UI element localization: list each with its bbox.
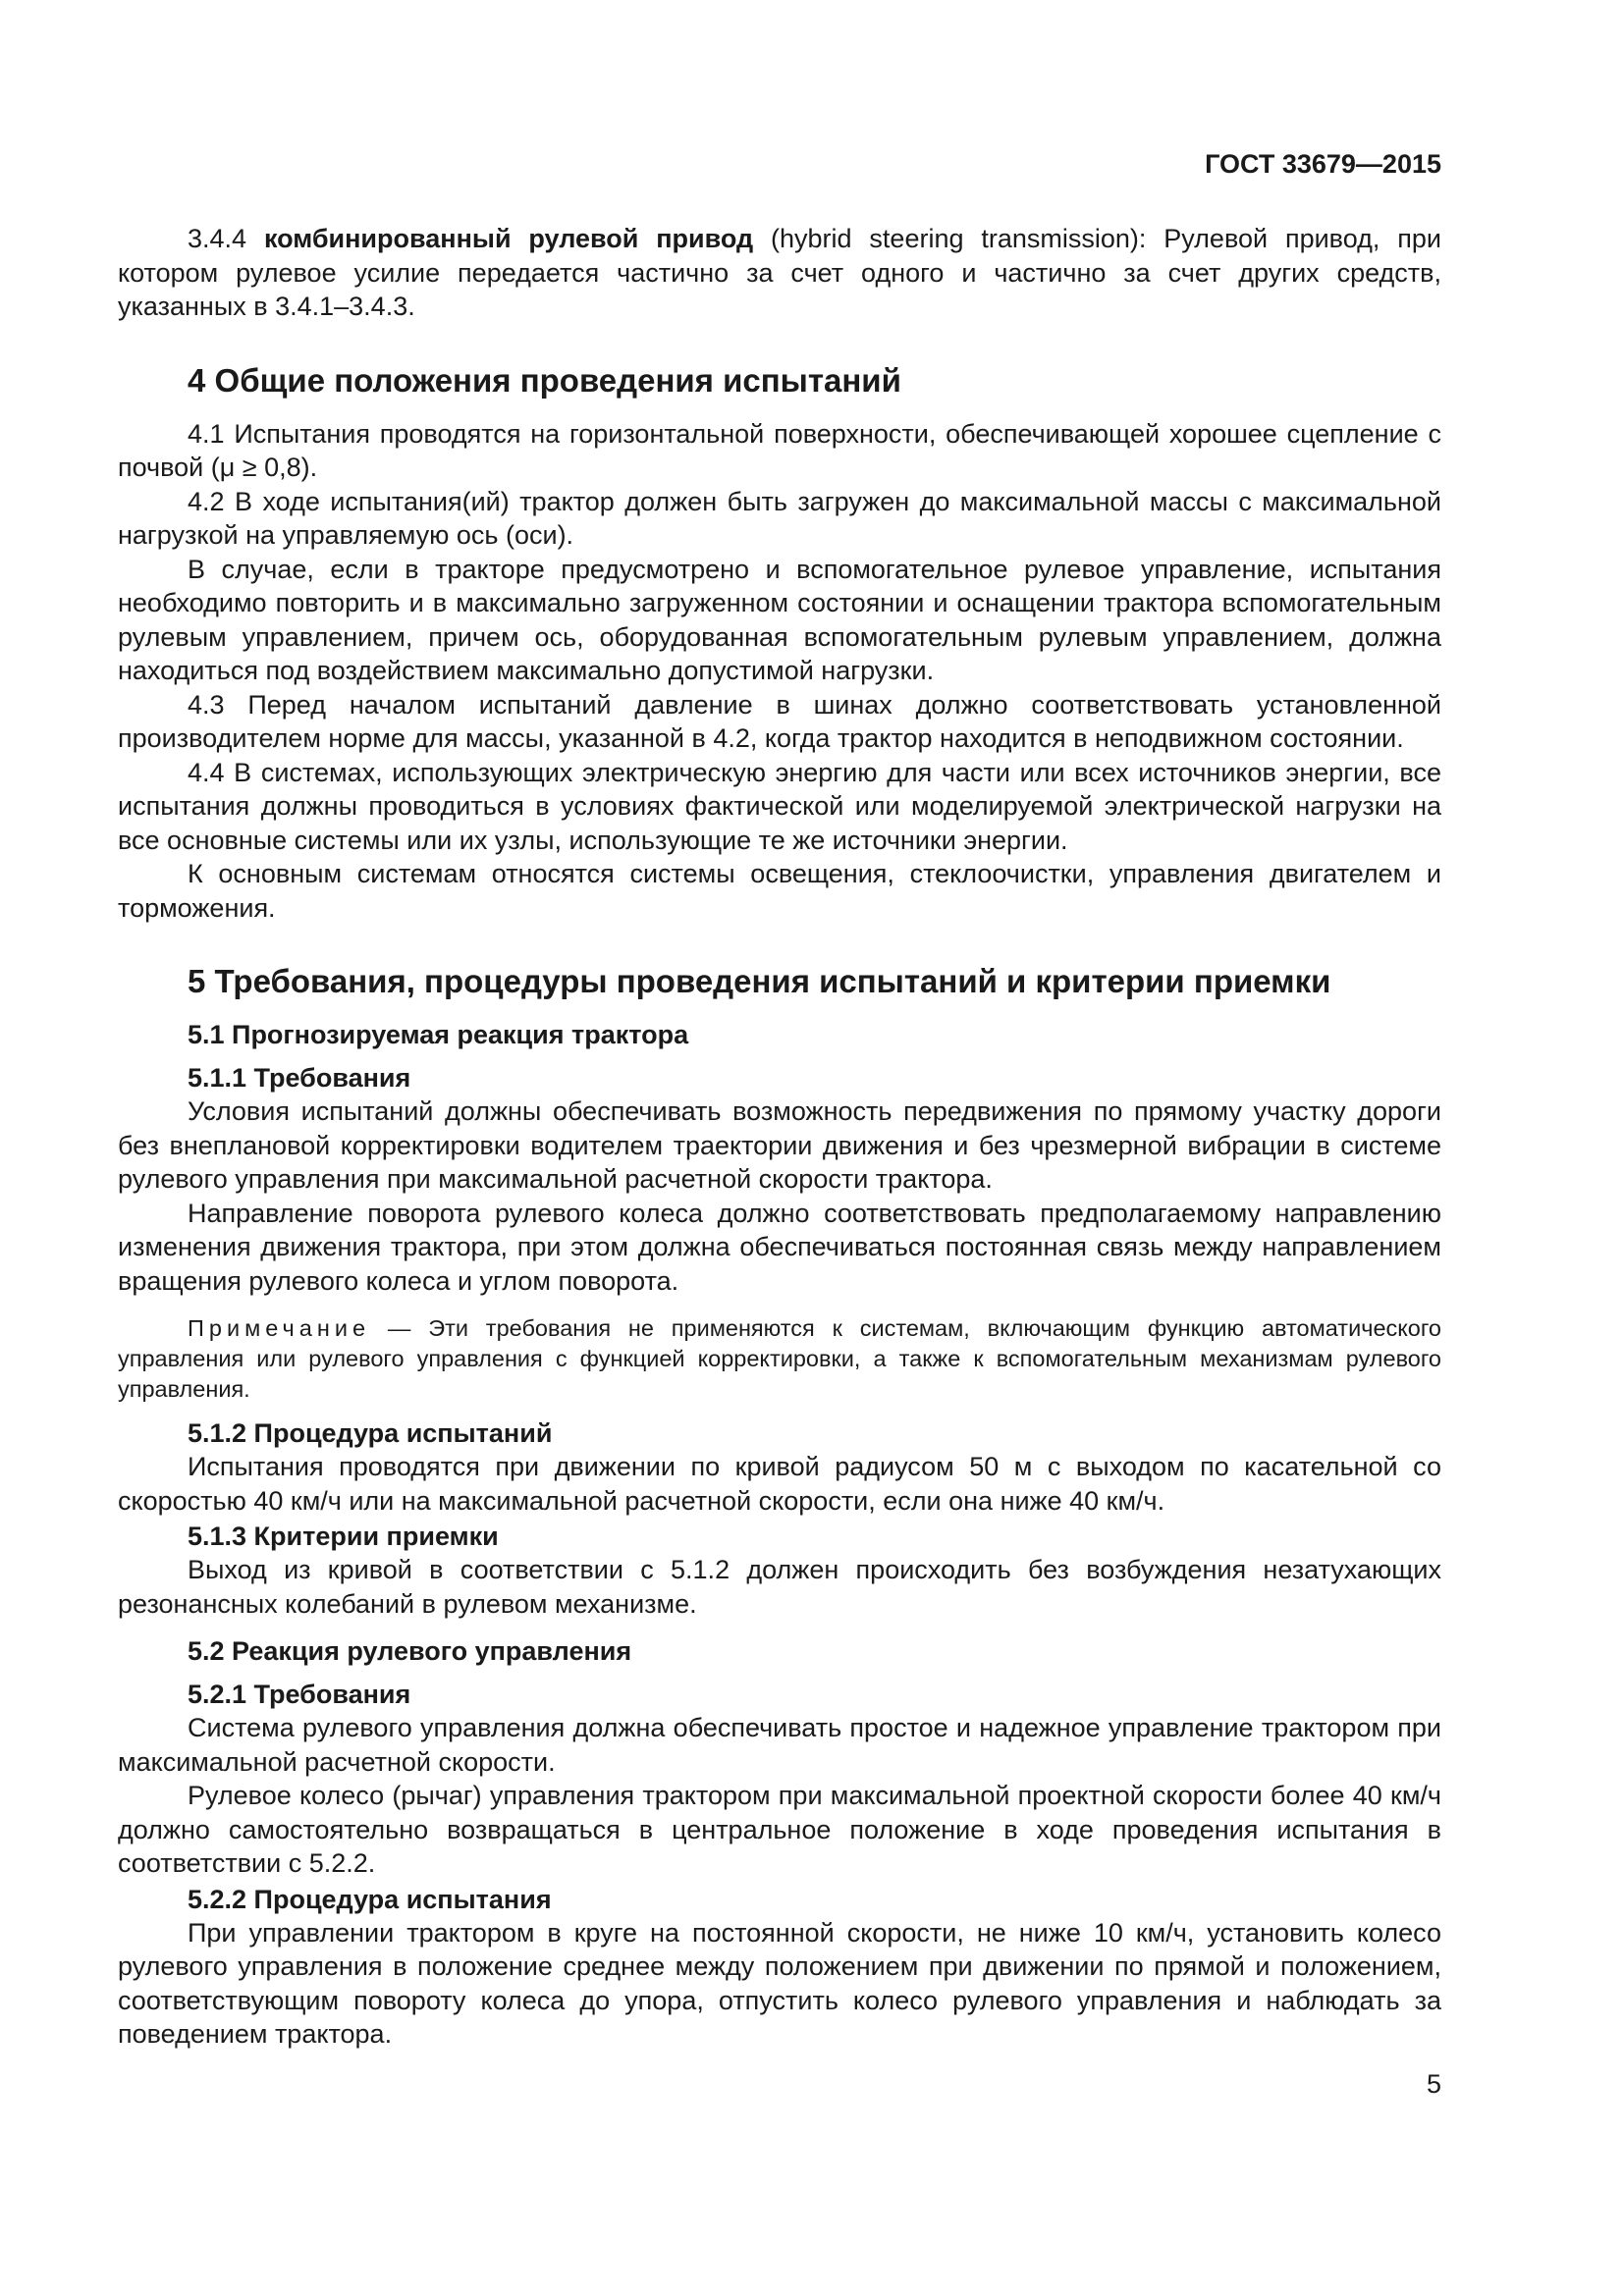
paragraph-4-1: 4.1 Испытания проводятся на горизонтальной поверхности, обеспечивающей хорошее сцепление с почвой (μ ≥ 0,8). <box>118 418 1441 482</box>
paragraph-4-4-systems: К основным системам относятся системы освещения, стеклоочистки, управления двигателем и торможения. <box>118 859 1441 923</box>
page-number: 5 <box>1426 2069 1441 2099</box>
paragraph-5-2-1-a: Система рулевого управления должна обеспечивать простое и надежное управление трактором при максимальной расчетной скорости. <box>118 1713 1441 1777</box>
section-5-2-2-title: 5.2.2 Процедура испытания <box>188 1884 552 1914</box>
section-5-2-1-title: 5.2.1 Требования <box>188 1680 411 1709</box>
paragraph-5-2-2: При управлении трактором в круге на постоянной скорости, не ниже 10 км/ч, установить колесо рулевого управления в положение среднее между положением при движении по прямой и положением, соответствующим повороту колеса до упора, отпустить колесо рулевого управления и наблюдать за поведением трактора. <box>118 1917 1441 2049</box>
clause-number: 3.4.4 <box>188 224 264 253</box>
section-5-title: 5 Требования, процедуры проведения испытаний и критерии приемки <box>188 963 1331 999</box>
note-5-1-1 <box>118 1313 1441 1405</box>
paragraph-5-2-1-b: Рулевое колесо (рычаг) управления трактором при максимальной проектной скорости более 40 км/ч должно самостоятельно возвращаться в центральное положение в ходе проведения испытания в соответствии с 5.2.2. <box>118 1781 1441 1878</box>
paragraph-5-1-1-b: Направление поворота рулевого колеса должно соответствовать предполагаемому направлению изменения движения трактора, при этом должна обеспечиваться постоянная связь между направлением вращения рулевого колеса и углом поворота. <box>118 1198 1441 1296</box>
section-5-2-title: 5.2 Реакция рулевого управления <box>188 1636 632 1666</box>
term-definition: (hybrid steering transmission): Рулевой привод, при котором рулевое усилие передается частично за счет одного и частично за счет других средств, указанных в 3.4.1–3.4.3. <box>118 224 1441 321</box>
paragraph-4-2-aux: В случае, если в тракторе предусмотрено и вспомогательное рулевое управление, испытания необходимо повторить и в максимально загруженном состоянии и оснащении трактора вспомогательным рулевым управлением, причем ось, оборудованная вспомогательным рулевым управлением, должна находиться под воздействием максимально допустимой нагрузки. <box>118 554 1441 685</box>
paragraph-5-1-3: Выход из кривой в соответствии с 5.1.2 должен происходить без возбуждения незатухающих резонансных колебаний в рулевом механизме. <box>118 1555 1441 1619</box>
note-text: — Эти требования не применяются к системам, включающим функцию автоматического управления или рулевого управления с функцией корректировки, а также к вспомогательным механизмам рулевого управления. <box>118 1315 1441 1402</box>
section-5-1-2-title: 5.1.2 Процедура испытаний <box>188 1418 553 1448</box>
section-5-1-title: 5.1 Прогнозируемая реакция трактора <box>188 1020 689 1049</box>
page-content <box>118 222 1441 2052</box>
note-label: Примечание <box>188 1315 371 1341</box>
paragraph-3-4-4 <box>118 222 1441 324</box>
paragraph-4-2: 4.2 В ходе испытания(ий) трактор должен быть загружен до максимальной массы с максимальной нагрузкой на управляемую ось (оси). <box>118 486 1441 550</box>
standard-designation: ГОСТ 33679—2015 <box>1205 149 1441 179</box>
paragraph-4-3: 4.3 Перед началом испытаний давление в шинах должно соответствовать установленной производителем норме для массы, указанной в 4.2, когда трактор находится в неподвижном состоянии. <box>118 689 1441 753</box>
paragraph-5-1-1-a: Условия испытаний должны обеспечивать возможность передвижения по прямому участку дороги без внеплановой корректировки водителем траектории движения и без чрезмерной вибрации в системе рулевого управления при максимальной расчетной скорости трактора. <box>118 1096 1441 1194</box>
section-5-1-1-title: 5.1.1 Требования <box>188 1063 411 1093</box>
paragraph-4-4: 4.4 В системах, использующих электрическую энергию для части или всех источников энергии, все испытания должны проводиться в условиях фактической или моделируемой электрической нагрузки на все основные системы или их узлы, использующие те же источники энергии. <box>118 757 1441 855</box>
term-name: комбинированный рулевой привод <box>263 224 754 253</box>
section-5-1-3-title: 5.1.3 Критерии приемки <box>188 1522 499 1551</box>
section-4-title: 4 Общие положения проведения испытаний <box>188 361 901 399</box>
paragraph-5-1-2: Испытания проводятся при движении по кривой радиусом 50 м с выходом по касательной со скоростью 40 км/ч или на максимальной расчетной скорости, если она ниже 40 км/ч. <box>118 1452 1441 1516</box>
